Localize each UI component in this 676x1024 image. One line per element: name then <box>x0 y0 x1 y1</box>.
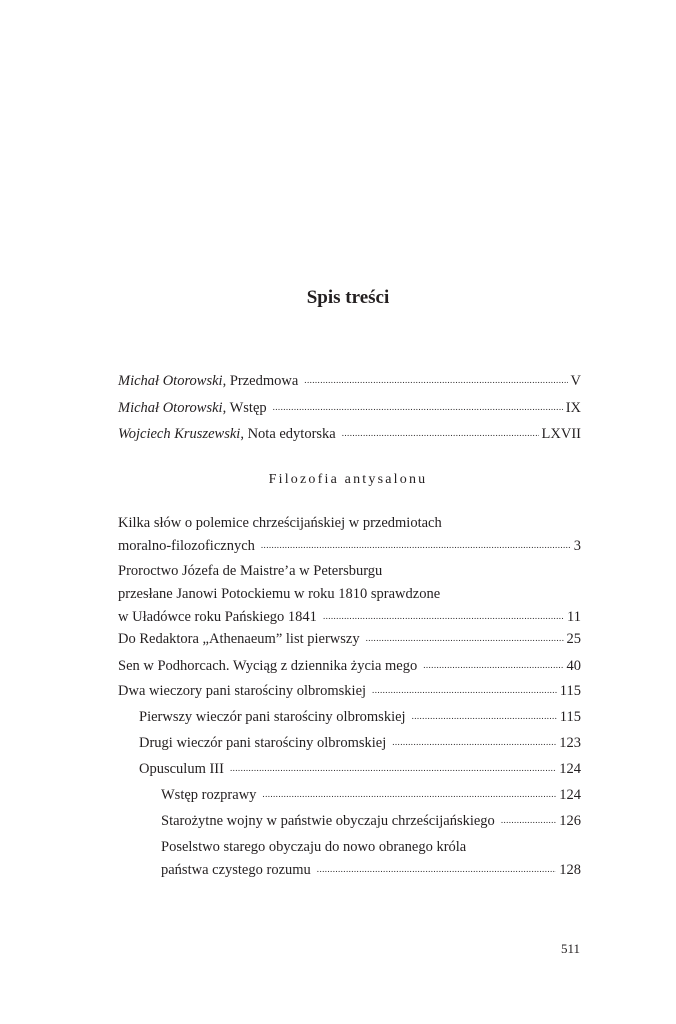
entry-author: Michał Otorowski <box>118 373 223 389</box>
dot-leader <box>372 679 557 702</box>
table-of-contents <box>118 0 581 1024</box>
dot-leader <box>412 705 557 728</box>
entry-title-line: Opusculum III <box>139 761 224 777</box>
dot-leader <box>273 396 563 419</box>
entry-title-line: Do Redaktora „Athenaeum” list pierwszy <box>118 631 360 647</box>
entry-page-number: 126 <box>559 813 581 829</box>
dot-leader <box>230 757 556 780</box>
entry-title-line: moralno-filozoficznych <box>118 538 255 554</box>
dot-leader <box>366 627 564 650</box>
entry-page-number: 124 <box>559 787 581 803</box>
dot-leader <box>304 369 567 392</box>
dot-leader <box>423 654 563 677</box>
toc-entry-opusculum-iii[interactable] <box>139 758 581 782</box>
entry-title-line: Starożytne wojny w państwie obyczaju chrześcijańskiego <box>161 813 495 829</box>
entry-title-line: Pierwszy wieczór pani starościny olbromskiej <box>139 709 406 725</box>
toc-entry-przedmowa[interactable] <box>118 370 581 394</box>
entry-title-line: Proroctwo Józefa de Maistre’a w Petersburgu <box>118 563 383 579</box>
toc-entry-wstep-rozprawy[interactable] <box>161 784 581 808</box>
entry-title-line: Sen w Podhorcach. Wyciąg z dziennika życia mego <box>118 658 418 674</box>
entry-page-number: 115 <box>559 709 581 725</box>
dot-leader <box>317 858 556 881</box>
toc-entry-sen-w-podhorcach[interactable] <box>118 655 581 679</box>
entry-title-line: przesłane Janowi Potockiemu w roku 1810 sprawdzone <box>118 586 441 602</box>
entry-title-line: w Uładówce roku Pańskiego 1841 <box>118 609 317 625</box>
page-number: 511 <box>560 941 580 956</box>
toc-entry-drugi-wieczor[interactable] <box>139 732 581 756</box>
dot-leader <box>323 605 564 628</box>
entry-page-number: LXVII <box>541 426 581 442</box>
entry-title-line: Wstęp rozprawy <box>161 787 257 803</box>
toc-entry-nota-edytorska[interactable] <box>118 423 581 447</box>
page-title: Spis treści <box>306 287 390 308</box>
toc-entry-wstep[interactable] <box>118 397 581 421</box>
entry-title-line: Dwa wieczory pani starościny olbromskiej <box>118 683 367 699</box>
entry-page-number: 11 <box>567 609 581 625</box>
dot-leader <box>501 809 556 832</box>
entry-page-number: V <box>570 373 581 389</box>
entry-title: , Nota edytorska <box>240 426 336 442</box>
entry-author: Michał Otorowski <box>118 400 223 416</box>
dot-leader <box>342 422 539 445</box>
toc-entry-poselstwo[interactable] <box>161 836 581 883</box>
entry-page-number: 128 <box>559 862 581 878</box>
entry-author: Wojciech Kruszewski <box>118 426 241 442</box>
entry-title-line: Poselstwo starego obyczaju do nowo obranego króla <box>161 839 467 855</box>
entry-page-number: 40 <box>566 658 581 674</box>
dot-leader <box>262 783 556 806</box>
entry-page-number: 25 <box>566 631 581 647</box>
entry-title: , Przedmowa <box>222 373 299 389</box>
entry-page-number: 3 <box>573 538 581 554</box>
entry-page-number: 123 <box>559 735 581 751</box>
dot-leader <box>392 731 556 754</box>
entry-page-number: IX <box>565 400 581 416</box>
toc-entry-proroctwo[interactable] <box>118 560 581 630</box>
toc-entry-starozytne-wojny[interactable] <box>161 810 581 834</box>
section-title: Filozofia antysalonu <box>268 472 428 487</box>
toc-entry-dwa-wieczory[interactable] <box>118 680 581 704</box>
entry-title-line: Drugi wieczór pani starościny olbromskiej <box>139 735 387 751</box>
entry-title: , Wstęp <box>222 400 267 416</box>
dot-leader <box>261 534 571 557</box>
entry-page-number: 115 <box>559 683 581 699</box>
toc-entry-pierwszy-wieczor[interactable] <box>139 706 581 730</box>
entry-title-line: Kilka słów o polemice chrześcijańskiej w przedmiotach <box>118 515 442 531</box>
toc-entry-kilka-slow[interactable] <box>118 512 581 559</box>
entry-title-line: państwa czystego rozumu <box>161 862 311 878</box>
toc-entry-list-pierwszy[interactable] <box>118 628 581 652</box>
entry-page-number: 124 <box>559 761 581 777</box>
